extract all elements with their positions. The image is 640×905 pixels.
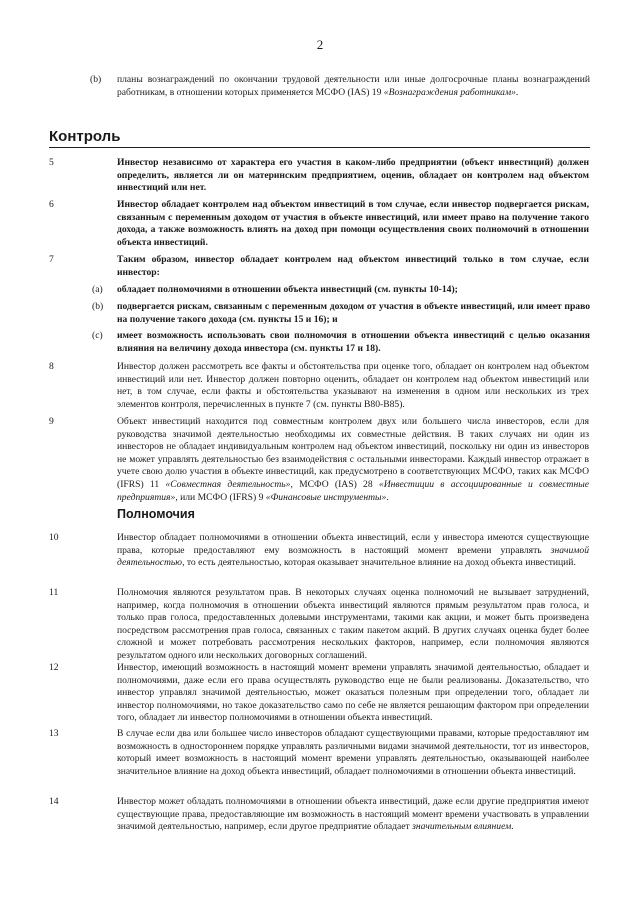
paragraph-14 (49, 796, 589, 834)
list-text: имеет возможность использовать свои полномочия в отношении объекта инвестиций с целью оказания влияния на величину дохода инвестора (см. пункты 17 и 18). (117, 330, 590, 354)
list-label: (a) (92, 284, 103, 295)
paragraph-number: 8 (49, 361, 54, 372)
list-label: (b) (90, 74, 102, 85)
heading-divider (49, 147, 590, 148)
paragraph-text: В случае если два или большее число инвесторов обладают существующими правами, которые предоставляют им возможность в одностороннем порядке управлять различными видами значимой деятельности, тот из инвесторов, который имеет возможность в настоящий момент времени управлять деятельностью, оказывающей наиболее значительное влияние на доход объекта инвестиций, обладает полномочиями в отношении объекта инвестиций. (117, 728, 589, 777)
paragraph-text: Инвестор обладает контролем над объектом инвестиций в том случае, если инвестор подвергается рискам, связанным с переменным доходом от участия в объекте инвестиций, или имеет право на получение такого дохода, а также возможность влиять на доход при помощи осуществления своих полномочий в отношении объекта инвестиций. (117, 199, 589, 248)
paragraph-13 (49, 728, 589, 778)
paragraph-12 (49, 662, 589, 725)
paragraph-6 (49, 199, 589, 249)
paragraph-number: 6 (49, 199, 54, 210)
paragraph-text: Инвестор, имеющий возможность в настоящий момент времени управлять значимой деятельностью, обладает и полномочиями, даже если его права осуществлять руководство еще не были реализованы. Доказательство, что инвестор управлял значимой деятельностью, может оказаться полезным при определении того, обладает ли инвестор полномочиями, но такое доказательство само по себе не является решающим фактором при определении того, обладает ли инвестор полномочиями в отношении объекта инвестиций. (117, 662, 589, 724)
paragraph-number: 11 (49, 587, 59, 598)
paragraph-number: 13 (49, 728, 59, 739)
paragraph-number: 14 (49, 796, 59, 807)
list-text: подвергается рискам, связанным с переменным доходом от участия в объекте инвестиций, или имеет право на получение такого дохода (см. пункты 15 и 16); и (117, 301, 590, 325)
paragraph-text: Инвестор должен рассмотреть все факты и обстоятельства при оценке того, обладает он контролем над объектом инвестиций или нет. Инвестор должен повторно оценить, обладает он контролем над объектом инвестиций или нет, в том случае, если факты и обстоятельства указывают на изменения в одном или нескольких из трех элементов контроля, перечисленных в пункте 7 (см. пункты B80-B85). (117, 361, 589, 410)
paragraph-11 (49, 587, 589, 663)
paragraph-number: 10 (49, 532, 59, 543)
paragraph-number: 7 (49, 254, 54, 265)
paragraph-5 (49, 157, 589, 195)
paragraph-number: 9 (49, 416, 54, 427)
paragraph-number: 12 (49, 662, 59, 673)
subsection-heading: Полномочия (117, 507, 195, 521)
paragraph-text: Объект инвестиций находится под совместным контролем двух или большего числа инвесторов, если для руководства значимой деятельностью необходимы их совместные действия. В таких случаях ни один из инвесторов не обладает индивидуальным контролем над объектом инвестиций, поскольку ни один из инвесторов не может управлять деятельностью без взаимодействия с остальными инвесторами. Каждый инвестор отражает в учете свою долю участия в объекте инвестиций, как предусмотрено в соответствующих МСФО, таких как МСФО (IFRS) 11 «Совместная деятельность», МСФО (IAS) 28 «Инвестиции в ассоциированные и совместные предприятия», или МСФО (IFRS) 9 «Финансовые инструменты». (117, 416, 589, 503)
sub-item-b (92, 301, 590, 326)
paragraph-9 (49, 416, 589, 504)
paragraph-text: Таким образом, инвестор обладает контролем над объектом инвестиций только в том случае, если инвестор: (117, 254, 589, 278)
paragraph-number: 5 (49, 157, 54, 168)
list-text: планы вознаграждений по окончании трудовой деятельности или иные долгосрочные планы вознаграждений работникам, в отношении которых применяется МСФО (IAS) 19 «Вознаграждения работникам». (117, 74, 590, 98)
paragraph-10 (49, 532, 589, 570)
page-number: 2 (316, 37, 324, 52)
sub-item-a (92, 284, 590, 297)
section-heading: Контроль (49, 128, 121, 145)
paragraph-text: Инвестор независимо от характера его участия в каком-либо предприятии (объект инвестиций) должен определить, является ли он материнским предприятием, оценив, обладает он контролем над объектом инвестиций или нет. (117, 157, 589, 194)
paragraph-8 (49, 361, 589, 411)
list-label: (b) (92, 301, 104, 312)
paragraph-text: Инвестор может обладать полномочиями в отношении объекта инвестиций, даже если другие предприятия имеют существующие права, предоставляющие им возможность в настоящий момент времени участвовать в управлении значимой деятельностью, например, если другое предприятие обладает значительным влиянием. (117, 796, 589, 833)
list-label: (c) (92, 330, 103, 341)
paragraph-7 (49, 254, 589, 279)
sub-item-c (92, 330, 590, 355)
list-text: обладает полномочиями в отношении объекта инвестиций (см. пункты 10-14); (117, 284, 458, 295)
paragraph-text: Инвестор обладает полномочиями в отношении объекта инвестиций, если у инвестора имеются существующие права, которые предоставляют ему возможность в настоящий момент времени управлять значимой деятельностью, то есть деятельностью, которая оказывает значительное влияние на доход объекта инвестиций. (117, 532, 589, 569)
intro-list-item (90, 74, 590, 99)
paragraph-text: Полномочия являются результатом прав. В некоторых случаях оценка полномочий не вызывает затруднений, например, когда полномочия в отношении объекта инвестиций являются прямым результатом прав голоса, и только прав голоса, предоставленных долевыми инструментами, такими как акции, и может быть произведена посредством рассмотрения прав голоса, связанных с таким пакетом акций. В других случаях оценка будет более сложной и может потребовать рассмотрения нескольких факторов, например, если полномочия являются результатом одного или нескольких договорных соглашений. (117, 587, 589, 661)
